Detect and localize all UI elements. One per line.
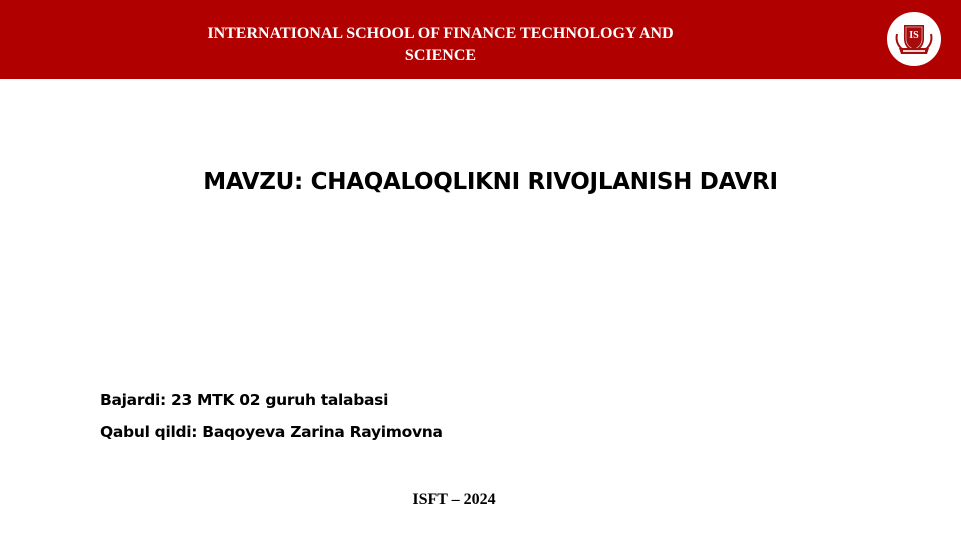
header-bar: [0, 0, 961, 79]
institution-name: INTERNATIONAL SCHOOL OF FINANCE TECHNOLOGY AND SCIENCE: [207, 25, 674, 64]
reviewer-line: Qabul qildi: Baqoyeva Zarina Rayimovna: [100, 423, 443, 441]
isft-emblem-icon: [887, 12, 941, 66]
slide-title: MAVZU: CHAQALOQLIKNI RIVOJLANISH DAVRI: [203, 169, 778, 195]
author-line: Bajardi: 23 MTK 02 guruh talabasi: [100, 391, 389, 409]
footer-label: ISFT – 2024: [412, 491, 496, 508]
logo-lettering: IS: [909, 30, 919, 41]
